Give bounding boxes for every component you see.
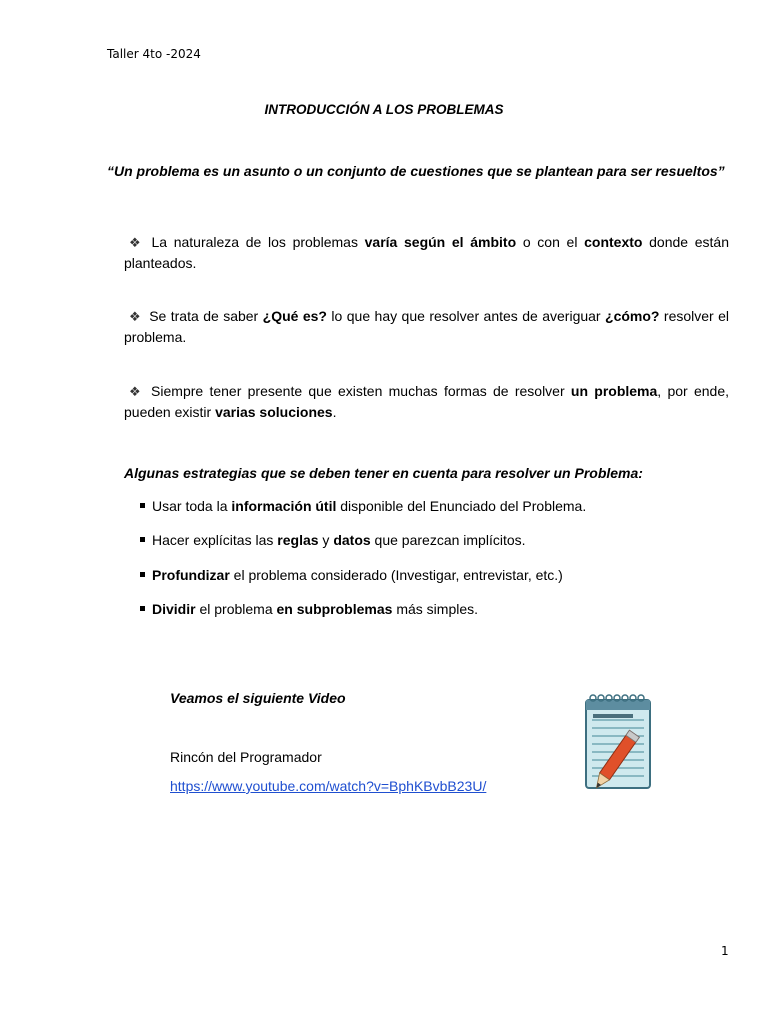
square-bullet-icon xyxy=(140,503,145,508)
diamond-bullet-icon: ❖ xyxy=(129,235,144,250)
point-what-is: ❖ Se trata de saber ¿Qué es? lo que hay que resolver antes de averiguar ¿cómo? resolver el problema. xyxy=(124,308,730,345)
strategy-item: Hacer explícitas las reglas y datos que parezcan implícitos. xyxy=(140,532,526,548)
square-bullet-icon xyxy=(140,537,145,542)
strategy-item: Profundizar el problema considerado (Investigar, entrevistar, etc.) xyxy=(140,567,563,583)
point-many-solutions: ❖ Siempre tener presente que existen muchas formas de resolver un problema, por ende, pueden existir varias soluciones. xyxy=(124,383,729,420)
square-bullet-icon xyxy=(140,572,145,577)
point-nature: ❖ La naturaleza de los problemas varía según el ámbito o con el contexto donde están planteados. xyxy=(124,234,729,271)
strategies-heading: Algunas estrategias que se deben tener en cuenta para resolver un Problema: xyxy=(124,465,643,481)
page-title: INTRODUCCIÓN A LOS PROBLEMAS xyxy=(264,102,504,117)
page-header: Taller 4to -2024 xyxy=(107,47,201,61)
video-label: Veamos el siguiente Video xyxy=(170,690,346,706)
definition-quote: “Un problema es un asunto o un conjunto de cuestiones que se plantean para ser resueltos” xyxy=(107,163,725,179)
diamond-bullet-icon: ❖ xyxy=(129,384,144,399)
video-link[interactable]: https://www.youtube.com/watch?v=BphKBvbB23U/ xyxy=(170,778,487,794)
diamond-bullet-icon: ❖ xyxy=(129,309,142,324)
notepad-pencil-icon xyxy=(566,690,672,800)
strategy-item: Usar toda la información útil disponible del Enunciado del Problema. xyxy=(140,498,586,514)
strategy-item: Dividir el problema en subproblemas más simples. xyxy=(140,601,478,617)
page-number: 1 xyxy=(721,944,729,958)
square-bullet-icon xyxy=(140,606,145,611)
video-channel: Rincón del Programador xyxy=(170,749,322,765)
